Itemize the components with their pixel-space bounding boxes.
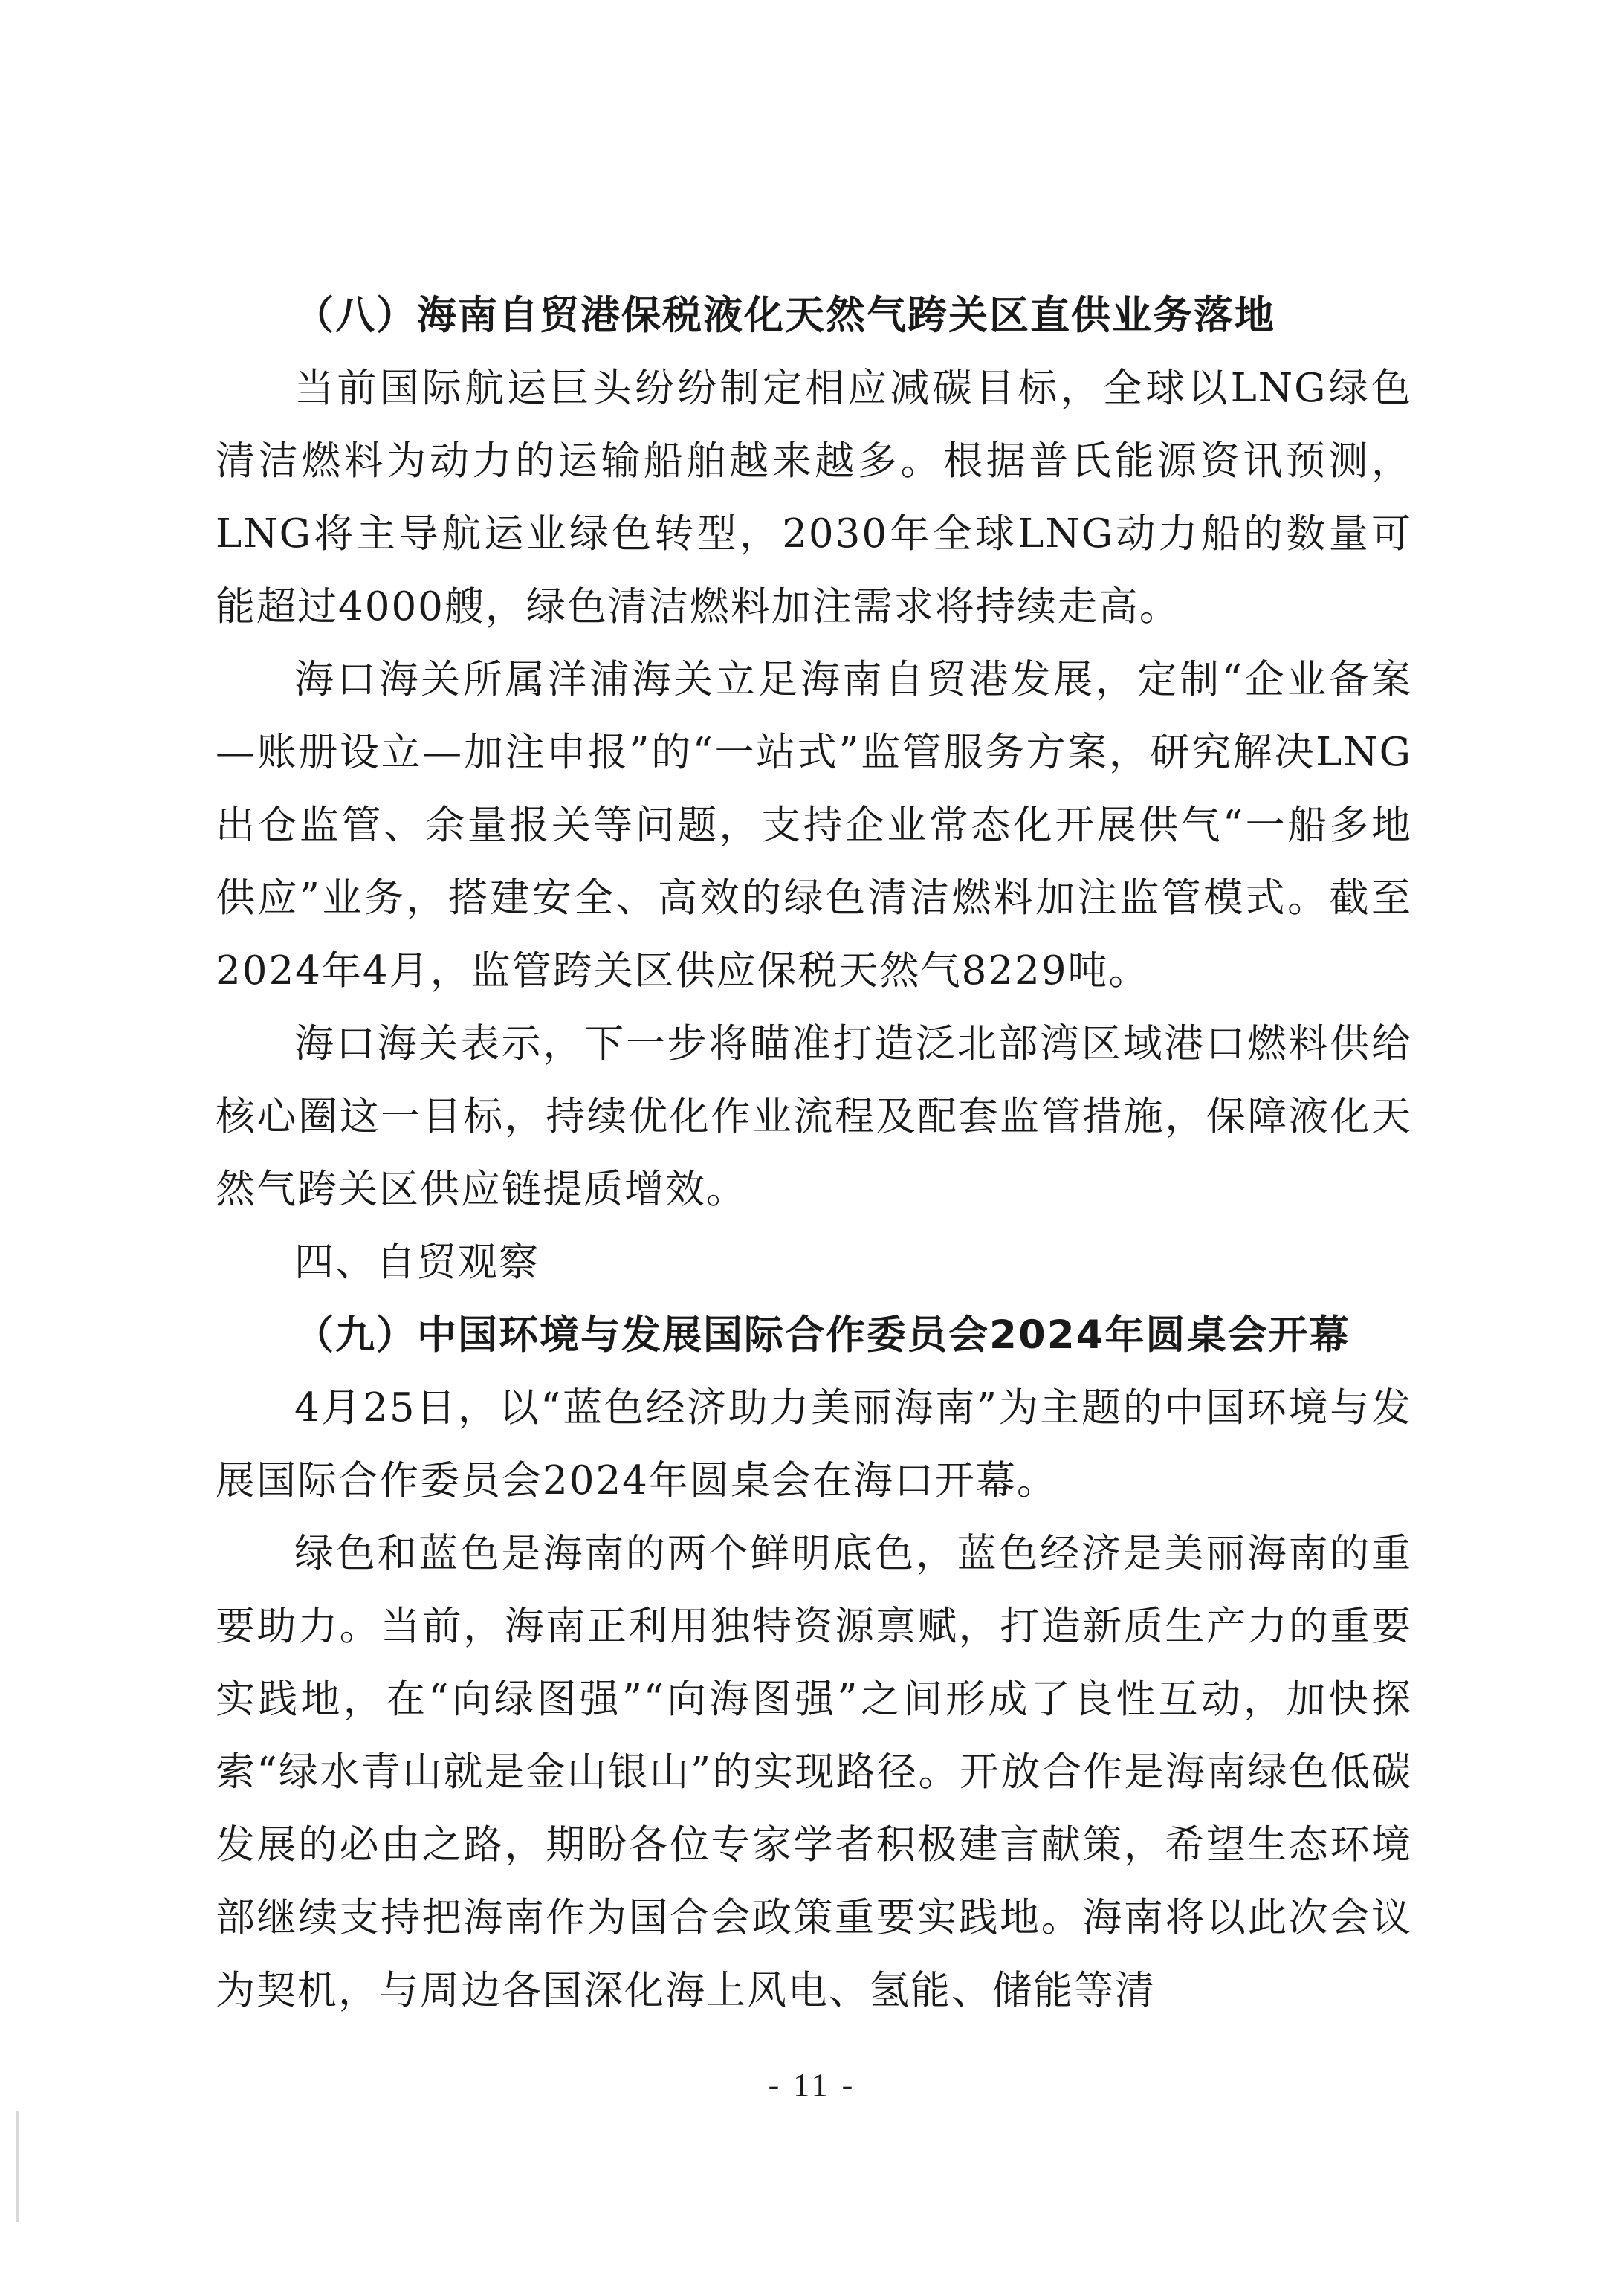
paragraph-blue-economy: 绿色和蓝色是海南的两个鲜明底色，蓝色经济是美丽海南的重要助力。当前，海南正利用独特资源禀赋，打造新质生产力的重要实践地，在“向绿图强”“向海图强”之间形成了良性互动，加快探索“绿水青山就是金山银山”的实现路径。开放合作是海南绿色低碳发展的必由之路，期盼各位专家学者积极建言献策，希望生态环境部继续支持把海南作为国合会政策重要实践地。海南将以此次会议为契机，与周边各国深化海上风电、氢能、储能等清: [216, 1531, 1412, 2013]
subsection-heading-8: （八）海南自贸港保税液化天然气跨关区直供业务落地: [294, 293, 1275, 338]
scan-edge-mark: [16, 2111, 19, 2222]
document-body: [216, 279, 1412, 2027]
paragraph-roundtable-opening: 4月25日，以“蓝色经济助力美丽海南”为主题的中国环境与发展国际合作委员会2024年圆桌会在海口开幕。: [216, 1385, 1412, 1503]
paragraph-next-steps: 海口海关表示，下一步将瞄准打造泛北部湾区域港口燃料供给核心圈这一目标，持续优化作业流程及配套监管措施，保障液化天然气跨关区供应链提质增效。: [216, 1021, 1412, 1212]
paragraph-lng-targets: 当前国际航运巨头纷纷制定相应减碳目标，全球以LNG绿色清洁燃料为动力的运输船舶越来越多。根据普氏能源资讯预测，LNG将主导航运业绿色转型，2030年全球LNG动力船的数量可能超过4000艘，绿色清洁燃料加注需求将持续走高。: [216, 366, 1412, 629]
paragraph-yangpu-customs: 海口海关所属洋浦海关立足海南自贸港发展，定制“企业备案—账册设立—加注申报”的“一站式”监管服务方案，研究解决LNG出仓监管、余量报关等问题，支持企业常态化开展供气“一船多地供应”业务，搭建安全、高效的绿色清洁燃料加注监管模式。截至2024年4月，监管跨关区供应保税天然气8229吨。: [216, 657, 1412, 994]
section-heading-4: 四、自贸观察: [294, 1240, 540, 1285]
page-number: - 11 -: [768, 2067, 856, 2103]
subsection-heading-9: （九）中国环境与发展国际合作委员会2024年圆桌会开幕: [294, 1312, 1350, 1358]
